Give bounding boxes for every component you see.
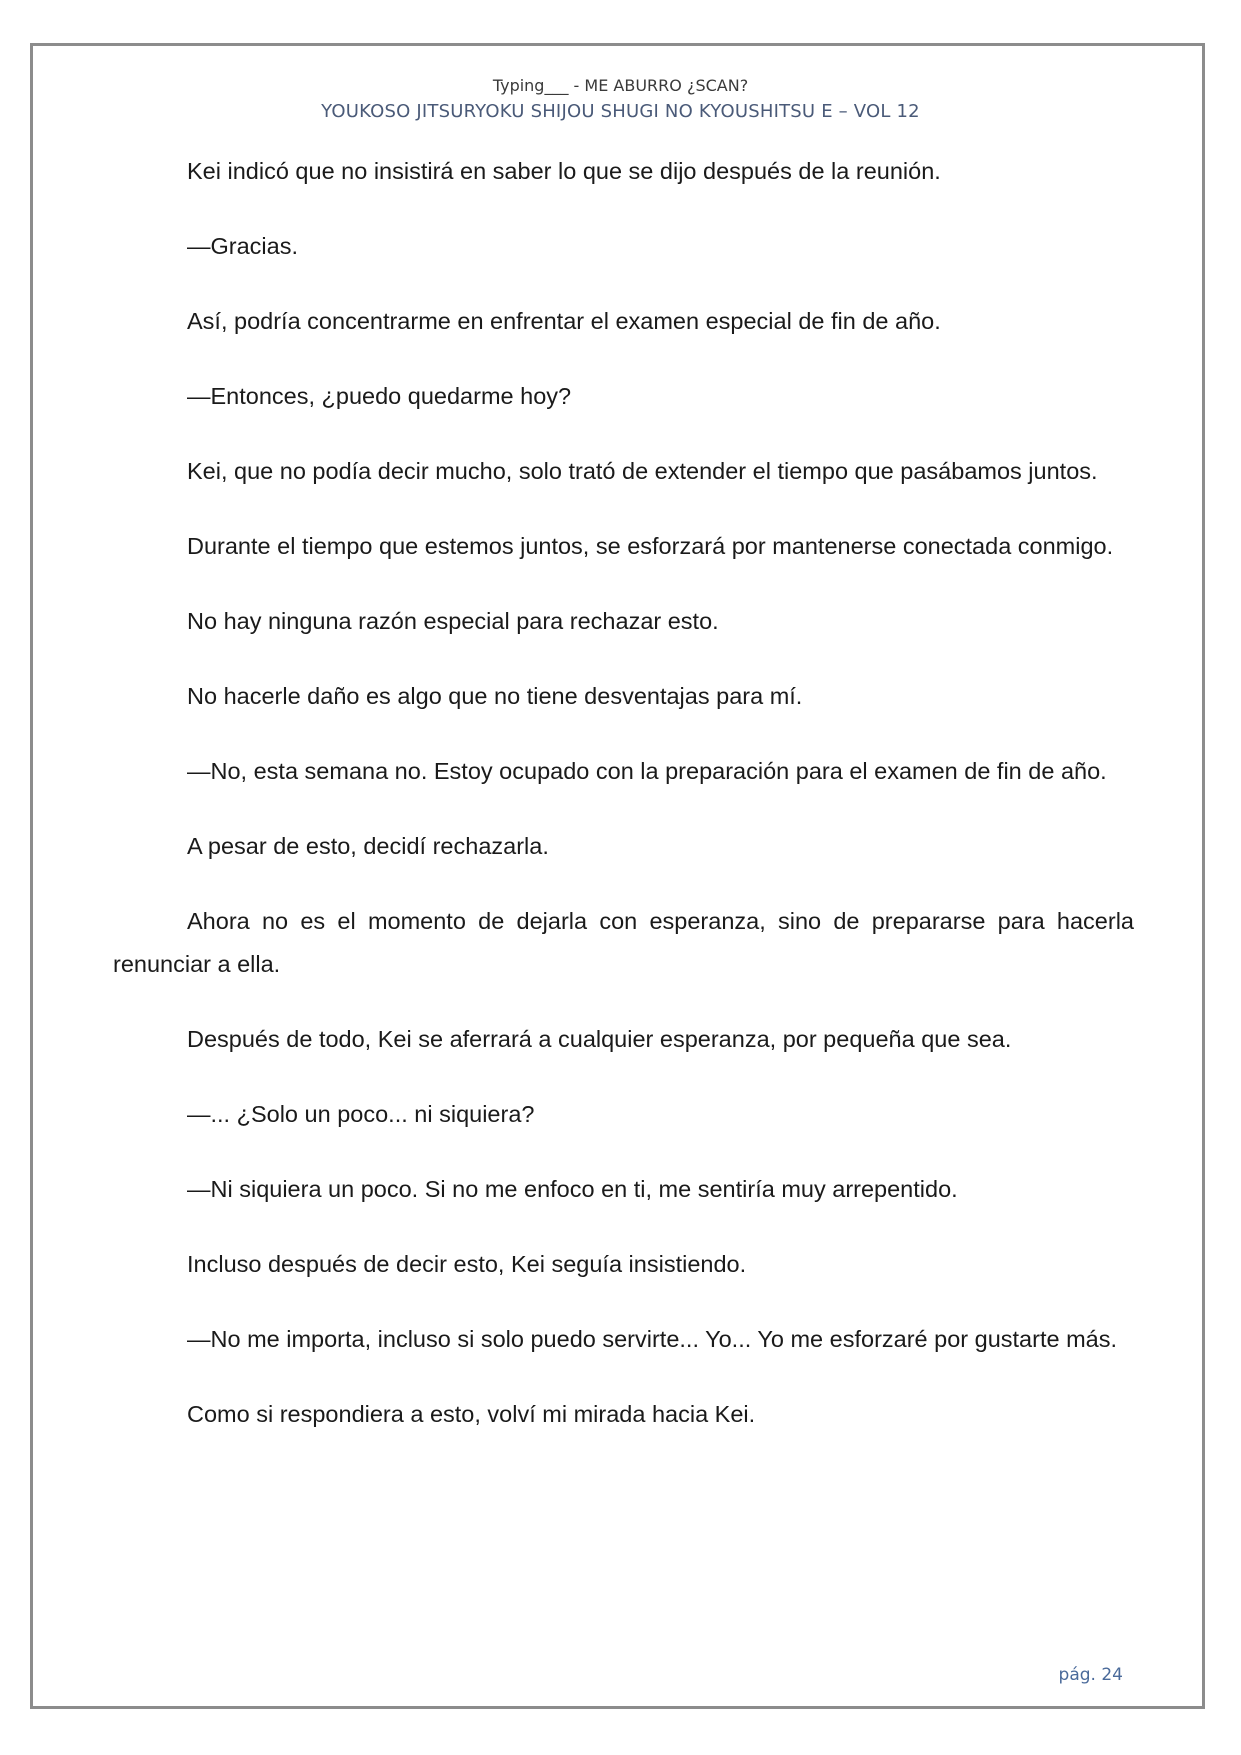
paragraph: A pesar de esto, decidí rechazarla. xyxy=(187,833,549,859)
paragraph: Así, podría concentrarme en enfrentar el examen especial de fin de año. xyxy=(187,308,941,334)
paragraph: Kei, que no podía decir mucho, solo trató de extender el tiempo que pasábamos juntos. xyxy=(187,458,1098,484)
body-text xyxy=(113,150,1134,1468)
page-number: pág. 24 xyxy=(1058,1665,1123,1685)
paragraph: Kei indicó que no insistirá en saber lo que se dijo después de la reunión. xyxy=(187,158,941,184)
paragraph: Como si respondiera a esto, volví mi mirada hacia Kei. xyxy=(187,1401,756,1427)
paragraph: —... ¿Solo un poco... ni siquiera? xyxy=(187,1101,535,1127)
paragraph: —No me importa, incluso si solo puedo servirte... Yo... Yo me esforzaré por gustarte más. xyxy=(187,1326,1118,1352)
paragraph: Ahora no es el momento de dejarla con esperanza, sino de prepararse para hacerla renunciar a ella. xyxy=(113,908,1134,977)
paragraph: Durante el tiempo que estemos juntos, se esforzará por mantenerse conectada conmigo. xyxy=(187,533,1114,559)
paragraph: No hay ninguna razón especial para rechazar esto. xyxy=(187,608,719,634)
paragraph: No hacerle daño es algo que no tiene desventajas para mí. xyxy=(187,683,803,709)
paragraph: Después de todo, Kei se aferrará a cualquier esperanza, por pequeña que sea. xyxy=(187,1026,1012,1052)
paragraph: —Ni siquiera un poco. Si no me enfoco en ti, me sentiría muy arrepentido. xyxy=(187,1176,958,1202)
paragraph: —Gracias. xyxy=(187,233,298,259)
paragraph: —Entonces, ¿puedo quedarme hoy? xyxy=(187,383,572,409)
header-typing-credit: Typing___ - ME ABURRO ¿SCAN? xyxy=(492,76,749,95)
paragraph: Incluso después de decir esto, Kei seguía insistiendo. xyxy=(187,1251,747,1277)
header-book-title: YOUKOSO JITSURYOKU SHIJOU SHUGI NO KYOUSHITSU E – VOL 12 xyxy=(321,101,920,122)
paragraph: —No, esta semana no. Estoy ocupado con la preparación para el examen de fin de año. xyxy=(187,758,1107,784)
